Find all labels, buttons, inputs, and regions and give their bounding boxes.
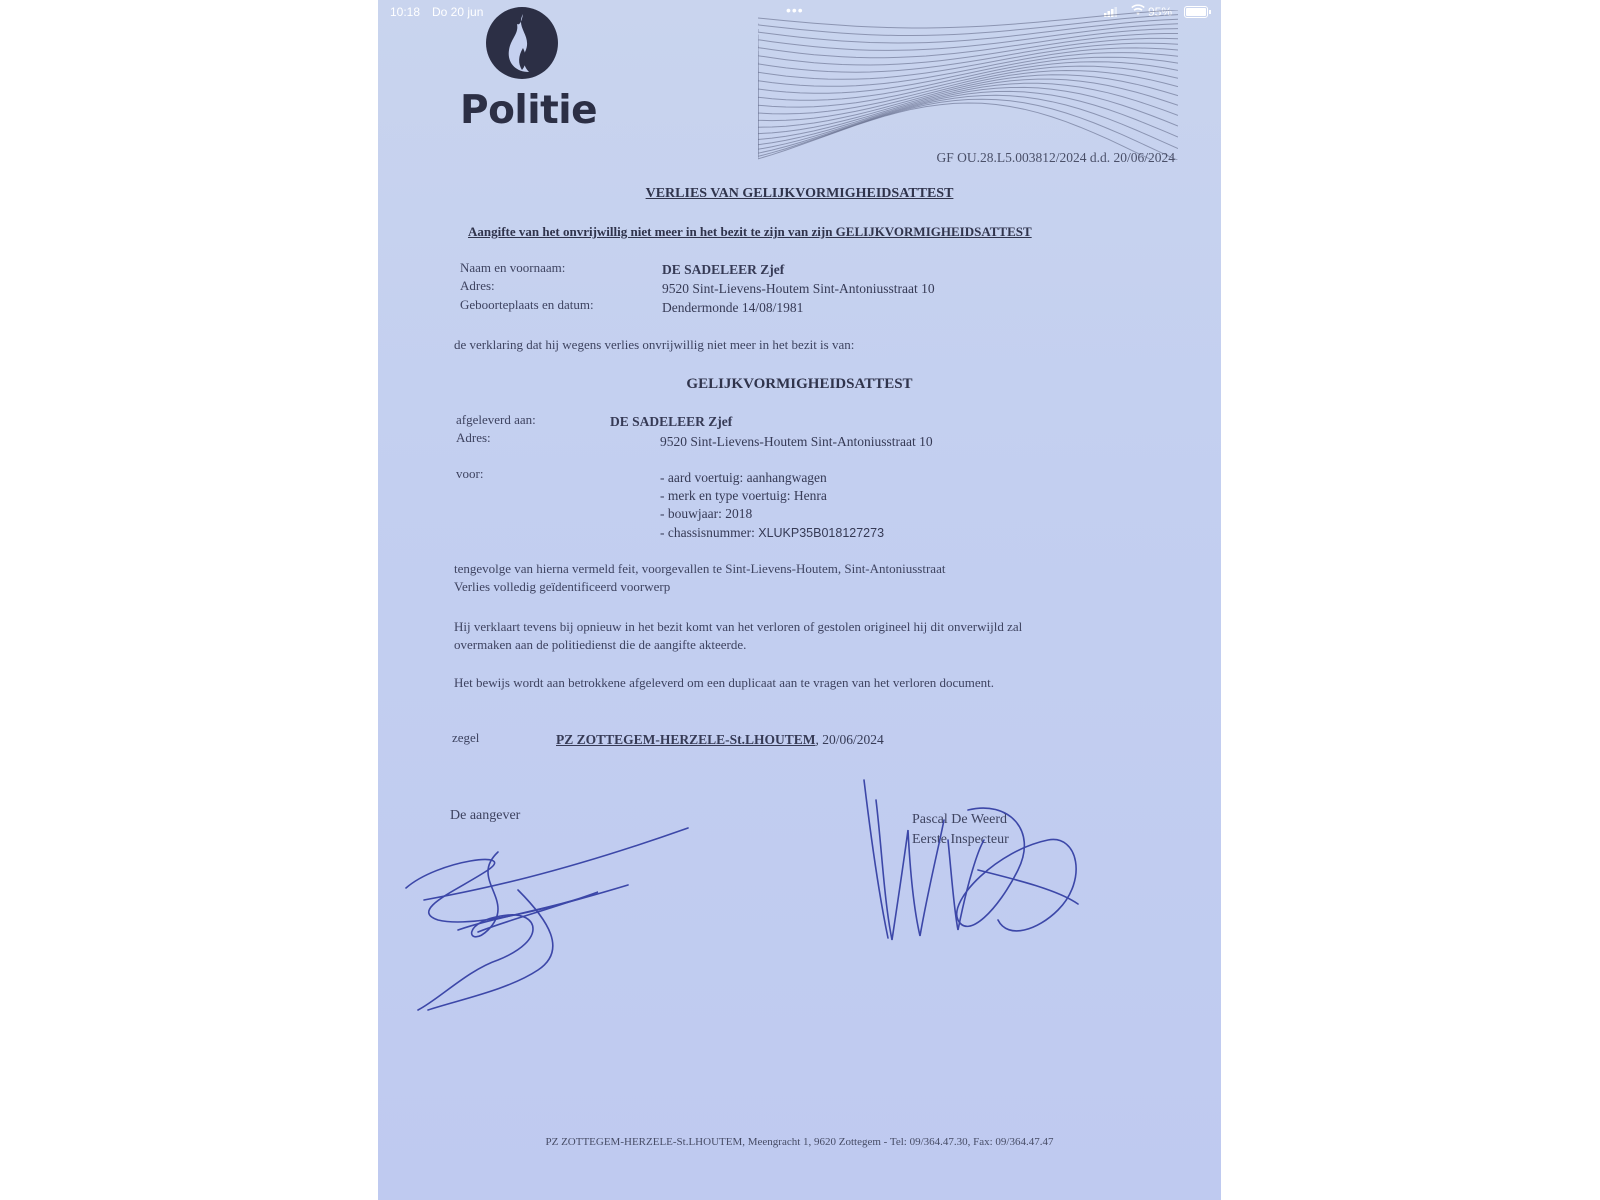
battery-icon xyxy=(1184,6,1208,18)
guilloche-line xyxy=(758,34,1178,66)
issued-to-value: DE SADELEER Zjef xyxy=(610,414,733,429)
police-logo-text: Politie xyxy=(460,88,598,133)
para3: Het bewijs wordt aan betrokkene afgeleverd om een duplicaat aan te vragen van het verloren document. xyxy=(454,675,994,690)
vehicle-year: - bouwjaar: 2018 xyxy=(660,506,753,521)
signer-right-name: Pascal De Weerd xyxy=(912,812,1008,827)
fact-line-2: Verlies volledig geïdentificeerd voorwerp xyxy=(454,579,671,594)
police-flame-logo-icon xyxy=(485,6,559,80)
document-reference: GF OU.28.L5.003812/2024 d.d. 20/06/2024 xyxy=(936,150,1175,165)
footer-address: PZ ZOTTEGEM-HERZELE-St.LHOUTEM, Meengracht 1, 9620 Zottegem - Tel: 09/364.47.30, Fax: 09/364.47.47 xyxy=(545,1136,1054,1148)
guilloche-line xyxy=(758,24,1178,51)
status-date: Do 20 jun xyxy=(432,5,484,19)
document-title: VERLIES VAN GELIJKVORMIGHEIDSATTEST xyxy=(645,186,954,201)
guilloche-line xyxy=(758,71,1178,121)
birth-label: Geboorteplaats en datum: xyxy=(460,297,594,312)
guilloche-line xyxy=(758,29,1178,58)
issued-to-label: afgeleverd aan: xyxy=(456,412,536,427)
declaration-text: de verklaring dat hij wegens verlies onvrijwillig niet meer in het bezit is van: xyxy=(454,337,855,352)
document-page xyxy=(378,0,1221,1200)
certificate-heading: GELIJKVORMIGHEIDSATTEST xyxy=(686,376,913,392)
guilloche-line xyxy=(758,48,1178,86)
name-value: DE SADELEER Zjef xyxy=(662,262,785,277)
multitask-dots-icon[interactable]: ••• xyxy=(786,2,804,18)
para2-line-1: Hij verklaart tevens bij opnieuw in het bezit komt van het verloren of gestolen origineel hij dit onverwijld zal xyxy=(454,619,1023,634)
seal-label: zegel xyxy=(452,730,480,745)
name-label: Naam en voornaam: xyxy=(460,260,566,275)
para2-line-2: overmaken aan de politiedienst die de aangifte akteerde. xyxy=(454,637,747,652)
seal-line xyxy=(556,732,884,748)
issued-address-label: Adres: xyxy=(456,430,491,445)
address-label: Adres: xyxy=(460,278,495,293)
status-time: 10:18 xyxy=(390,5,421,19)
document-subtitle: Aangifte van het onvrijwillig niet meer in het bezit te zijn van zijn GELIJKVORMIGHEIDSATTEST xyxy=(468,224,1032,239)
birth-value: Dendermonde 14/08/1981 xyxy=(662,300,804,315)
chassis-value: XLUKP35B018127273 xyxy=(758,526,885,540)
vehicle-kind: - aard voertuig: aanhangwagen xyxy=(660,470,827,485)
for-label: voor: xyxy=(456,466,484,481)
vehicle-brand: - merk en type voertuig: Henra xyxy=(660,488,827,503)
address-value: 9520 Sint-Lievens-Houtem Sint-Antoniusstraat 10 xyxy=(662,281,935,296)
guilloche-watermark xyxy=(758,10,1178,160)
vehicle-chassis xyxy=(660,525,884,541)
issued-address-value: 9520 Sint-Lievens-Houtem Sint-Antoniusstraat 10 xyxy=(660,434,933,449)
seal-unit: PZ ZOTTEGEM-HERZELE-St.LHOUTEM xyxy=(556,732,816,747)
guilloche-line xyxy=(758,95,1178,153)
chassis-label: - chassisnummer: xyxy=(660,525,755,540)
signer-right-title: Eerste Inspecteur xyxy=(912,832,1009,847)
guilloche-line xyxy=(758,75,1178,127)
signer-left-label: De aangever xyxy=(450,808,521,823)
battery-percentage: 95% xyxy=(1148,5,1173,19)
fact-line-1: tengevolge van hierna vermeld feit, voorgevallen te Sint-Lievens-Houtem, Sint-Antoniusstraat xyxy=(454,561,946,576)
inspector-signature xyxy=(848,770,1108,970)
declarant-signature xyxy=(398,820,698,1020)
seal-date: , 20/06/2024 xyxy=(815,732,884,747)
